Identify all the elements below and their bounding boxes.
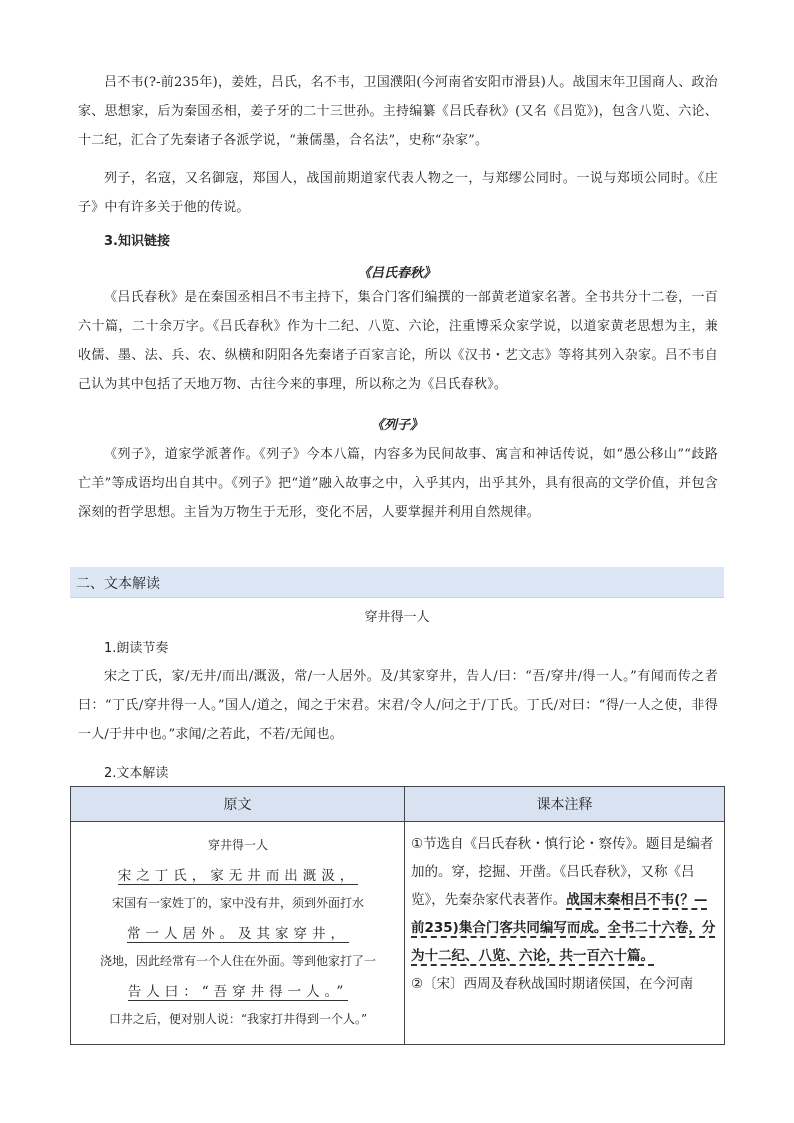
original-text-cell bbox=[71, 822, 405, 1045]
note-1-emphasis: 战国末秦相吕不韦(？—前235)集合门客共同编写而成。全书二十六卷，分为十二纪、八览、六论，共一百六十篇。 bbox=[411, 892, 716, 964]
reading-heading: 1.朗读节奏 bbox=[104, 641, 169, 656]
lushi-title: 《吕氏春秋》 bbox=[357, 266, 436, 281]
section-title: 二、文本解读 bbox=[76, 576, 160, 592]
lushi-paragraph: 《吕氏春秋》是在秦国丞相吕不韦主持下，集合门客们编撰的一部黄老道家名著。全书共分十二卷，一百六十篇，二十余万字。《吕氏春秋》作为十二纪、八览、六论，注重博采众家学说，以道家黄老思想为主，兼收儒、墨、法、兵、农、纵横和阴阳各先秦诸子百家言论，所以《汉书・艺文志》等将其列入杂家。吕不韦自己认为其中包括了天地万物、古往今来的事理，所以称之为《吕氏春秋》。 bbox=[78, 290, 718, 392]
original-line: 宋之丁氏，家无井而出溉汲， bbox=[117, 868, 359, 884]
knowledge-heading: 3.知识链接 bbox=[104, 234, 170, 249]
translation-line: 宋国有一家姓丁的，家中没有井，须到外面打水 bbox=[111, 896, 364, 910]
original-line: 常一人居外。及其家穿井， bbox=[127, 926, 349, 942]
intro-paragraph-liezi: 列子，名寇，又名御寇，郑国人，战国前期道家代表人物之一，与郑缪公同时。一说与郑顷公同时。《庄子》中有许多关于他的传说。 bbox=[78, 171, 718, 215]
liezi-title: 《列子》 bbox=[370, 418, 423, 433]
liezi-paragraph: 《列子》，道家学派著作。《列子》今本八篇，内容多为民间故事、寓言和神话传说，如“愚公移山”“歧路亡羊”等成语均出自其中。《列子》把“道”融入故事之中，入乎其内，出乎其外，具有很高的文学价值，并包含深刻的哲学思想。主旨为万物生于无形，变化不居，人要掌握并利用自然规律。 bbox=[78, 447, 718, 520]
column-header-notes: 课本注释 bbox=[405, 787, 725, 822]
note-1-text: ①节选自《吕氏春秋・慎行论・察传》。题目是编者加的。穿，挖掘、开凿。《吕氏春秋》，又称《吕览》，先秦杂家代表著作。 bbox=[411, 836, 714, 908]
section-bar bbox=[70, 567, 724, 598]
original-line: 告人曰：“吾穿井得一人。” bbox=[127, 984, 349, 1000]
intro-paragraph-lvbuwei: 吕不韦(?-前235年)，姜姓，吕氏，名不韦，卫国濮阳(今河南省安阳市滑县)人。战国末年卫国商人、政治家、思想家，后为秦国丞相，姜子牙的二十三世孙。主持编纂《吕氏春秋》(又名《吕览》)，包含八览、六论、十二纪，汇合了先秦诸子各派学说，“兼儒墨，合名法”，史称“杂家”。 bbox=[78, 75, 718, 148]
translation-line: 口井之后，便对别人说：“我家打井得到一个人。” bbox=[108, 1012, 368, 1026]
original-title: 穿井得一人 bbox=[207, 838, 268, 852]
translation-line: 浇地，因此经常有一个人住在外面。等到他家打了一 bbox=[99, 954, 376, 968]
notes-cell bbox=[405, 822, 725, 1045]
annotation-table bbox=[70, 786, 725, 1045]
note-2-text: ②〔宋〕西周及春秋战国时期诸侯国，在今河南 bbox=[411, 976, 694, 992]
interp-heading: 2.文本解读 bbox=[104, 766, 169, 781]
note-text bbox=[411, 830, 717, 998]
text-title: 穿井得一人 bbox=[364, 610, 430, 625]
reading-paragraph: 宋之丁氏，家/无井/而出/溉汲，常/一人居外。及/其家穿井，告人/曰：“吾/穿井/得一人。”有闻而传之者曰：“丁氏/穿井得一人。”国人/道之，闻之于宋君。宋君/令人/问之于/丁氏。丁氏/对曰：“得/一人之使，非得一人/于井中也。”求闻/之若此，不若/无闻也。 bbox=[78, 669, 718, 742]
column-header-original: 原文 bbox=[71, 787, 405, 822]
